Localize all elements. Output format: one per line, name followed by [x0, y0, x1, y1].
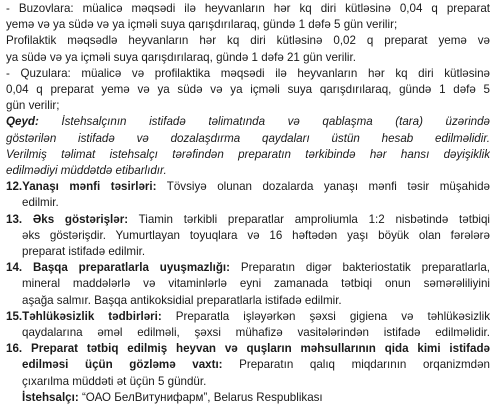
section-16 [6, 341, 490, 390]
section-number: 13. [6, 212, 23, 226]
text-line: Preparatın qalıq miqdarının orqanizmdən [222, 358, 490, 372]
section-number: 15. [6, 309, 23, 323]
text-line: 0,04 q preparat yemə və ya südə və ya içməli suya qarışdırılaraq, gündə 1 dəfə 5 [6, 83, 490, 97]
text-line: çıxarılma müddəti ət üçün 5 gündür. [22, 374, 207, 388]
manufacturer [6, 390, 490, 406]
text-line: aşağa salmır. Başqa antikoksidial preparatlarla istifadə edilmir. [22, 293, 342, 307]
text-line: göstərilən istifadə və dozalaşdırma qaydaları üstün hesab edilməlidir. [6, 131, 490, 145]
manufacturer-value: “ОАО БелВитунифарм”, Belarus Respublikası [78, 390, 323, 404]
text-line: Preparatın digər bakteriostatik preparatlarla, [230, 261, 490, 275]
section-title: Təhlükəsizlik tədbirləri: [22, 309, 162, 323]
dosage-calves [6, 1, 490, 66]
section-title: Əks göstərişlər: [32, 212, 129, 226]
section-title: Başqa preparatlarla uyuşmazlığı: [33, 261, 230, 275]
text-line: preparat istifadə edilmir. [22, 245, 146, 259]
section-15 [6, 309, 490, 341]
text-line: gün verilir; [6, 99, 60, 113]
text-line: İstehsalçının istifadə təlimatında və qablaşma (tara) üzərində [38, 115, 490, 129]
section-number: 14. [6, 261, 23, 275]
text-line: edilmir. [22, 196, 59, 210]
note-block [6, 114, 490, 179]
text-line: edilmədiyi müddətdə etibarlıdır. [6, 164, 167, 178]
text-line: mineral maddələrlə və vitaminlərlə eyni zamanada tətbiqi onun səmərəliliyini [22, 277, 490, 291]
section-number: 12. [6, 180, 23, 194]
section-13 [6, 212, 490, 261]
section-14 [6, 260, 490, 309]
text-line: Tiamin tərkibli preparatlar amproliumla 1:2 nisbətində tətbiqi [128, 212, 490, 226]
section-12 [6, 179, 490, 211]
text-line: Verilmiş təlimat istehsalçı tərəfindən preparatın tərkibində hər hansı dəyişiklik [6, 147, 490, 161]
text-line: ya südə və ya içməli suya qarışdırılaraq, gündə 1 dəfə 21 gün verilir. [6, 50, 356, 64]
text-line: qaydalarına əməl edilməli, şəxsi mühafizə vasitələrindən istifadə edilməlidir. [22, 326, 490, 340]
text-line: Profilaktik məqsədlə heyvanların hər kq diri kütləsinə 0,02 q preparat yemə və [6, 34, 490, 48]
section-title: Preparat tətbiq edilmiş heyvan və quşların məhsullarının qida kimi istifadə [30, 342, 490, 356]
text-line: - Buzovlara: müalicə məqsədi ilə heyvanların hər kq diri kütləsinə 0,04 q preparat [6, 2, 490, 15]
note-label: Qeyd: [6, 115, 39, 129]
text-line: əks göstərişdir. Yumurtlayan toyuqlara və 16 həftədən yaşı böyük olan fərələrə [22, 228, 490, 242]
section-number: 16. [6, 342, 23, 356]
manufacturer-label: İstehsalçı: [22, 390, 79, 404]
text-line: yemə və ya südə və ya içməli suya qarışdırılaraq, gündə 1 dəfə 5 gün verilir; [6, 18, 398, 32]
text-line: Tövsiyə olunan dozalarda yanaşı mənfi təsir müşahidə [156, 180, 490, 194]
section-title: edilməsi üçün gözləmə vaxtı: [22, 358, 223, 372]
text-line: Preparatla işləyərkən şəxsi gigiena və təhlükəsizlik [161, 309, 490, 323]
text-line: - Quzulara: müalicə və profilaktika məqsədi ilə heyvanların hər kq diri kütləsinə [6, 66, 490, 80]
dosage-lambs [6, 66, 490, 115]
section-title: Yanaşı mənfi təsirləri: [22, 180, 157, 194]
